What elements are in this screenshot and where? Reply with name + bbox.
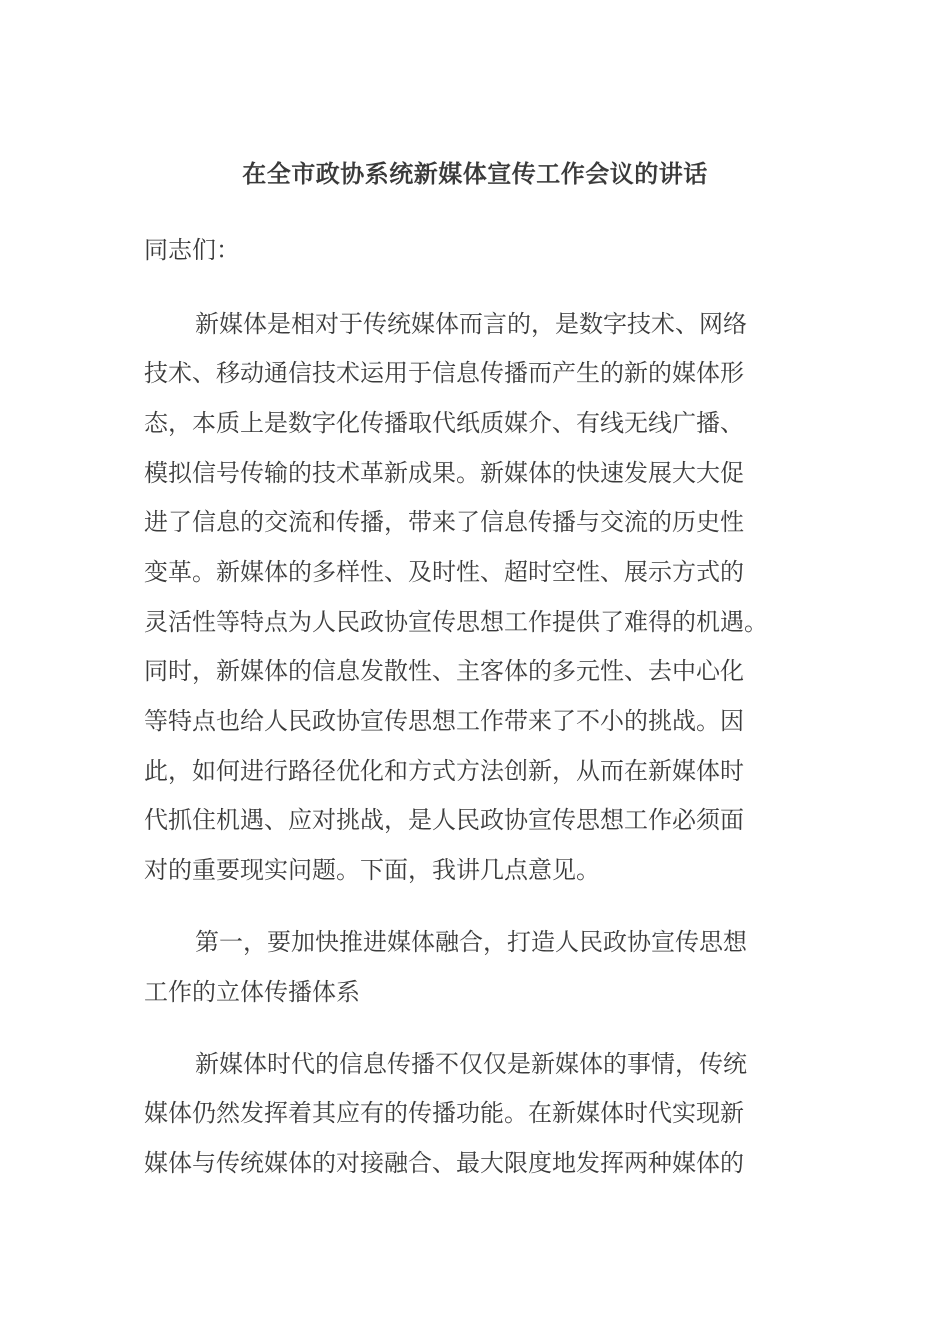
heading-line: 第一，要加快推进媒体融合，打造人民政协宣传思想 [195,928,747,956]
paragraph-line: 新媒体是相对于传统媒体而言的，是数字技术、网络 [195,310,747,338]
paragraph-line: 变革。新媒体的多样性、及时性、超时空性、展示方式的 [144,558,744,586]
paragraph-line: 技术、移动通信技术运用于信息传播而产生的新的媒体形 [144,359,744,387]
paragraph-line: 代抓住机遇、应对挑战，是人民政协宣传思想工作必须面 [144,806,744,834]
paragraph-line: 同时，新媒体的信息发散性、主客体的多元性、去中心化 [144,657,744,685]
paragraph-line: 等特点也给人民政协宣传思想工作带来了不小的挑战。因 [144,707,744,735]
paragraph-line: 模拟信号传输的技术革新成果。新媒体的快速发展大大促 [144,459,744,487]
heading-line: 工作的立体传播体系 [144,978,360,1006]
paragraph-line: 新媒体时代的信息传播不仅仅是新媒体的事情，传统 [195,1050,747,1078]
paragraph-line: 此，如何进行路径优化和方式方法创新，从而在新媒体时 [144,757,744,785]
paragraph-line: 进了信息的交流和传播，带来了信息传播与交流的历史性 [144,508,744,536]
paragraph-line: 媒体仍然发挥着其应有的传播功能。在新媒体时代实现新 [144,1099,744,1127]
salutation: 同志们： [144,236,240,264]
paragraph-line: 对的重要现实问题。下面，我讲几点意见。 [144,856,600,884]
paragraph-line: 态，本质上是数字化传播取代纸质媒介、有线无线广播、 [144,409,744,437]
paragraph-line: 媒体与传统媒体的对接融合、最大限度地发挥两种媒体的 [144,1149,744,1177]
document-title: 在全市政协系统新媒体宣传工作会议的讲话 [242,160,708,188]
paragraph-line: 灵活性等特点为人民政协宣传思想工作提供了难得的机遇。 [144,608,768,636]
